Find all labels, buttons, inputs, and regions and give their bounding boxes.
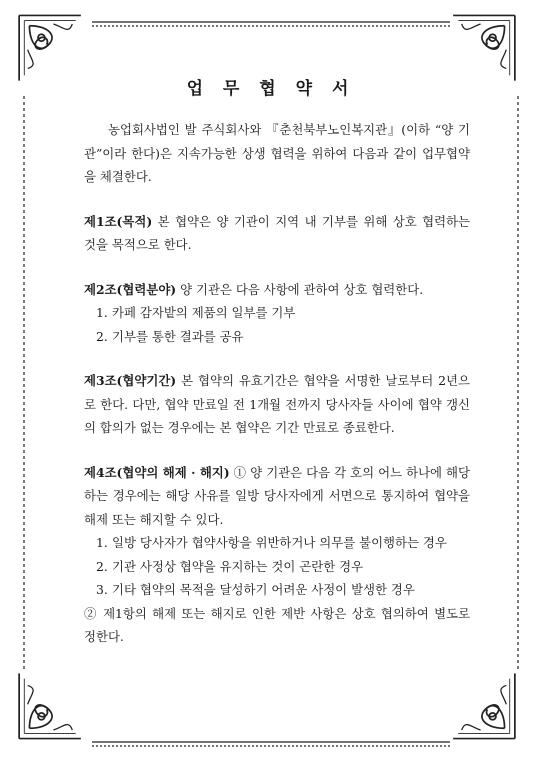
article-1 bbox=[84, 210, 470, 257]
article-4-clause-2: ② 제1항의 해제 또는 해지로 인한 제반 사항은 상호 협의하여 별도로 정한다. bbox=[84, 605, 470, 644]
list-item: 2. 기관 사정상 협약을 유지하는 것이 곤란한 경우 bbox=[96, 558, 364, 574]
article-heading: 제1조(목적) bbox=[84, 213, 153, 229]
article-heading: 제4조(협약의 해제 · 해지) bbox=[84, 464, 230, 480]
article-body: 본 협약의 유효기간은 협약을 서명한 날로부터 2년으로 한다. 다만, 협약 만료일 전 1개월 전까지 당사자들 사이에 협약 갱신의 합의가 없는 경우에는 본 협약은 기간 만료로 종료한다. bbox=[84, 373, 470, 435]
article-3 bbox=[84, 369, 470, 440]
intro-paragraph: 농업회사법인 발 주식회사와 『춘천북부노인복지관』(이하 “양 기관”이라 한다)은 지속가능한 상생 협력을 위하여 다음과 같이 업무협약을 체결한다. bbox=[84, 122, 470, 184]
article-2 bbox=[84, 278, 470, 302]
corner-ornament-bottom-right bbox=[448, 670, 520, 742]
article-heading: 제2조(협력분야) bbox=[84, 281, 177, 297]
article-heading: 제3조(협약기간) bbox=[84, 373, 177, 388]
article-body: ① 양 기관은 다음 각 호의 어느 하나에 해당하는 경우에는 해당 사유를 일방 당사자에게 서면으로 통지하여 협약을 해제 또는 해지할 수 있다. bbox=[84, 464, 470, 527]
list-item: 1. 카페 감자밭의 제품의 일부를 기부 bbox=[96, 305, 296, 320]
list-item: 2. 기부를 통한 결과를 공유 bbox=[96, 328, 244, 344]
document-body bbox=[84, 118, 470, 649]
document-title: 업 무 협 약 서 bbox=[186, 79, 356, 99]
list-item: 1. 일방 당사자가 협약사항을 위반하거나 의무를 불이행하는 경우 bbox=[96, 535, 447, 550]
article-body: 양 기관은 다음 사항에 관하여 상호 협력한다. bbox=[176, 281, 424, 297]
article-body: 본 협약은 양 기관이 지역 내 기부를 위해 상호 협력하는 것을 목적으로 한다. bbox=[84, 213, 470, 252]
corner-ornament-bottom-left bbox=[14, 670, 86, 742]
article-4 bbox=[84, 461, 470, 532]
list-item: 3. 기타 협약의 목적을 달성하기 어려운 사정이 발생한 경우 bbox=[96, 582, 415, 597]
